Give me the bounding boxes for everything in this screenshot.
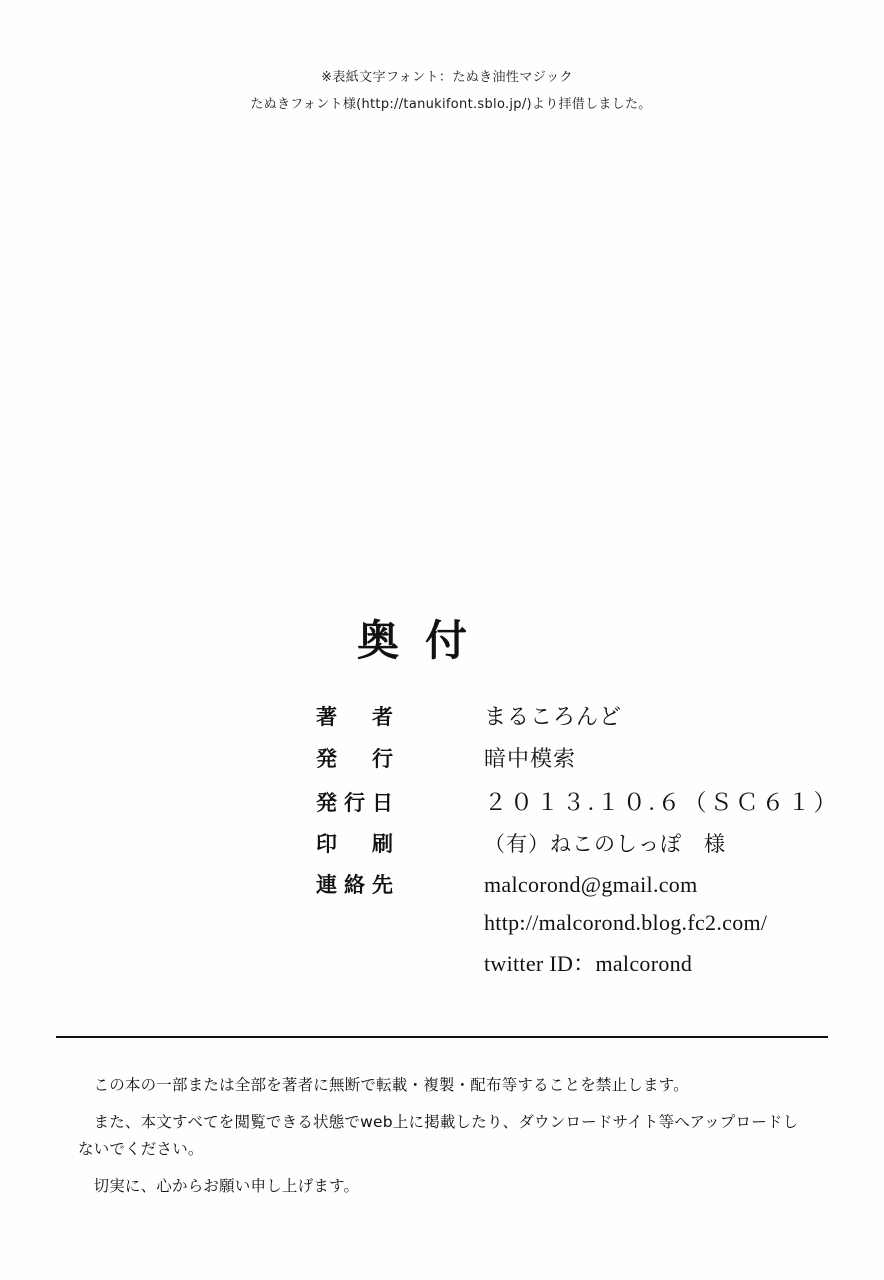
row-label-author: 著 者 xyxy=(316,705,400,729)
row-value-author: まるころんど xyxy=(484,705,623,730)
font-credit-line-2: たぬきフォント様(http://tanukifont.sblo.jp/)より拝借しました。 xyxy=(250,97,652,112)
font-credit-line-1: ※表紙文字フォント：たぬき油性マジック xyxy=(321,70,573,85)
table-row xyxy=(0,742,884,773)
row-label-publisher: 発 行 xyxy=(316,747,400,771)
table-row xyxy=(0,784,884,817)
row-label-spacer xyxy=(0,910,400,936)
colophon-info-table xyxy=(0,700,884,978)
table-row xyxy=(0,828,884,858)
copyright-notice xyxy=(78,1072,812,1209)
notice-paragraph-1: この本の一部または全部を著者に無断で転載・複製・配布等することを禁止します。 xyxy=(93,1076,689,1094)
page-title: 奥付 xyxy=(356,616,493,665)
notice-paragraph-2: また、本文すべてを閲覧できる状態でweb上に掲載したり、ダウンロードサイト等へアップロードしないでください。 xyxy=(78,1112,799,1159)
table-row xyxy=(0,910,884,936)
row-value-contact-twitter: twitter ID：malcorond xyxy=(484,951,693,976)
notice-paragraph-3: 切実に、心からお願い申し上げます。 xyxy=(93,1176,360,1195)
font-credit-block xyxy=(0,66,884,112)
table-row xyxy=(0,869,884,899)
row-value-printer: （有）ねこのしっぽ 様 xyxy=(484,832,726,856)
row-value-contact-email: malcorond@gmail.com xyxy=(484,872,698,897)
row-label-publish-date: 発行日 xyxy=(316,791,400,815)
row-value-publish-date: ２０１３.１０.６（ＳＣ６１） xyxy=(484,790,840,815)
row-label-spacer xyxy=(0,947,400,978)
table-row xyxy=(0,700,884,731)
row-value-publisher: 暗中模索 xyxy=(484,747,577,772)
table-row xyxy=(0,947,884,978)
row-label-printer: 印 刷 xyxy=(316,832,400,856)
row-value-contact-blog[interactable]: http://malcorond.blog.fc2.com/ xyxy=(484,910,768,935)
horizontal-rule xyxy=(56,1036,828,1038)
row-label-contact: 連絡先 xyxy=(316,873,400,897)
